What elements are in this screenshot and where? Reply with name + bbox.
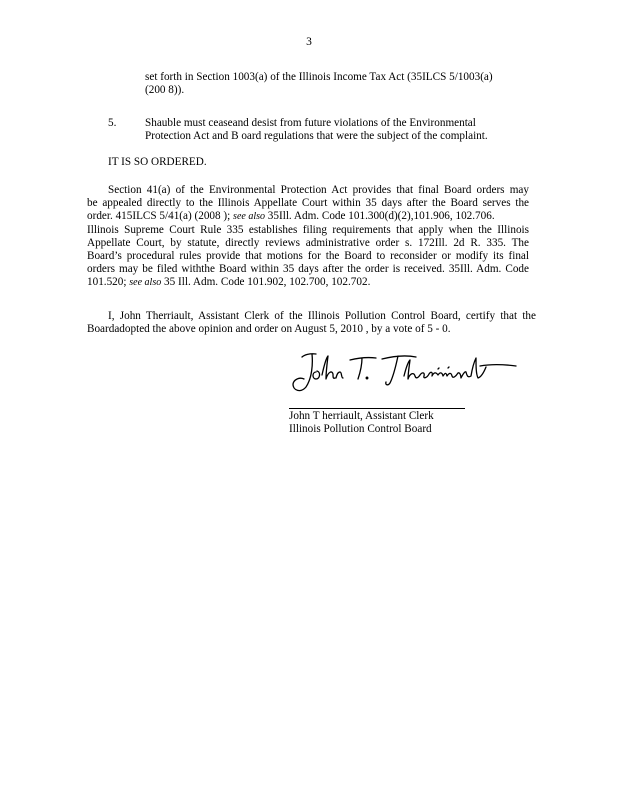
appeal-line-1: Section 41(a) of the Environmental Protection Act provides that final Board orders may (108, 184, 529, 196)
signatory-name-title: John T herriault, Assistant Clerk (289, 410, 434, 422)
appeal-line-2: be appealed directly to the Illinois Appellate Court within 35 days after the Board serves the (87, 197, 529, 210)
signature-block (289, 410, 434, 436)
page-number: 3 (306, 36, 312, 48)
appeal-paragraph (87, 184, 529, 290)
item4-continuation (145, 71, 493, 97)
handwritten-signature (286, 348, 526, 398)
so-ordered-heading: IT IS SO ORDERED. (108, 156, 207, 168)
appeal-line-7: orders may be filed withthe Board within 35 days after the order is received. 35Ill. Adm. Code (87, 263, 529, 276)
item5-text (145, 117, 488, 143)
appeal-line-3b: 35Ill. Adm. Code 101.300(d)(2),101.906, 102.706. (267, 210, 495, 223)
item4-line-2: (200 8)). (145, 84, 185, 97)
certification-line-2: Boardadopted the above opinion and order on August 5, 2010 , by a vote of 5 - 0. (87, 323, 451, 336)
see-also-2: see also (129, 277, 162, 289)
item5-line-2: Protection Act and B oard regulations that were the subject of the complaint. (145, 130, 488, 143)
appeal-line-6: Board’s procedural rules provide that motions for the Board to reconsider or modify its final (87, 250, 529, 263)
appeal-line-8b: 35 Ill. Adm. Code 101.902, 102.700, 102.702. (164, 276, 371, 289)
signature-line (289, 408, 465, 409)
see-also-1: see also (233, 211, 265, 223)
item4-line-1: set forth in Section 1003(a) of the Illinois Income Tax Act (35ILCS 5/1003(a) (145, 71, 493, 83)
appeal-line-5: Appellate Court, by statute, directly reviews administrative order s. 172Ill. 2d R. 335. The (87, 236, 529, 249)
item5-number: 5. (108, 117, 117, 129)
appeal-line-3a: order. 415ILCS 5/41(a) (2008 ); (87, 210, 231, 223)
appeal-line-4: Illinois Supreme Court Rule 335 establishes filing requirements that apply when the Illinois (87, 223, 529, 236)
certification-line-1: I, John Therriault, Assistant Clerk of the Illinois Pollution Control Board, certify that the (108, 310, 536, 322)
item5-line-1: Shauble must ceaseand desist from future violations of the Environmental (145, 117, 476, 129)
certification-paragraph (87, 310, 536, 336)
appeal-line-3 (87, 210, 529, 223)
appeal-line-8a: 101.520; (87, 276, 127, 289)
signatory-organization: Illinois Pollution Control Board (289, 423, 432, 436)
appeal-line-8 (87, 276, 529, 289)
